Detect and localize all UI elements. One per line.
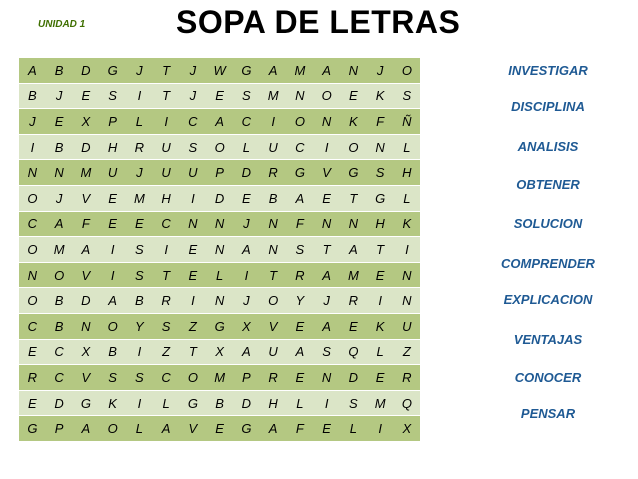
- grid-cell: X: [73, 109, 100, 135]
- grid-cell: B: [99, 339, 126, 365]
- grid-cell: M: [46, 237, 73, 263]
- grid-cell: U: [260, 339, 287, 365]
- grid-cell: N: [19, 262, 46, 288]
- grid-cell: C: [233, 109, 260, 135]
- grid-cell: V: [180, 416, 207, 442]
- grid-cell: Y: [126, 313, 153, 339]
- grid-cell: I: [126, 339, 153, 365]
- grid-cell: S: [180, 134, 207, 160]
- grid-cell: N: [19, 160, 46, 186]
- grid-cell: E: [367, 262, 394, 288]
- grid-cell: P: [46, 416, 73, 442]
- grid-cell: C: [153, 211, 180, 237]
- grid-row: [19, 288, 420, 314]
- grid-cell: O: [19, 185, 46, 211]
- grid-cell: J: [46, 83, 73, 109]
- grid-cell: E: [313, 416, 340, 442]
- grid-cell: A: [287, 185, 314, 211]
- grid-cell: O: [394, 58, 421, 84]
- grid-cell: J: [367, 58, 394, 84]
- grid-cell: A: [313, 313, 340, 339]
- grid-cell: E: [126, 211, 153, 237]
- grid-cell: U: [153, 160, 180, 186]
- grid-cell: A: [73, 416, 100, 442]
- grid-cell: E: [287, 365, 314, 391]
- grid-cell: U: [180, 160, 207, 186]
- grid-cell: R: [340, 288, 367, 314]
- grid-cell: A: [260, 58, 287, 84]
- grid-cell: N: [260, 237, 287, 263]
- word-item: EXPLICACION: [503, 292, 593, 307]
- grid-row: [19, 416, 420, 442]
- grid-cell: E: [180, 237, 207, 263]
- grid-cell: I: [367, 416, 394, 442]
- grid-cell: L: [394, 134, 421, 160]
- grid-cell: I: [367, 288, 394, 314]
- grid-cell: A: [99, 288, 126, 314]
- grid-cell: M: [206, 365, 233, 391]
- grid-cell: T: [153, 262, 180, 288]
- grid-cell: C: [180, 109, 207, 135]
- grid-cell: K: [367, 313, 394, 339]
- grid-cell: N: [73, 313, 100, 339]
- grid-cell: S: [126, 365, 153, 391]
- grid-cell: Z: [180, 313, 207, 339]
- grid-cell: E: [313, 185, 340, 211]
- word-item: OBTENER: [516, 177, 580, 192]
- grid-cell: Z: [153, 339, 180, 365]
- grid-cell: B: [206, 390, 233, 416]
- grid-cell: O: [206, 134, 233, 160]
- grid-cell: M: [260, 83, 287, 109]
- grid-cell: J: [126, 58, 153, 84]
- grid-cell: E: [340, 83, 367, 109]
- grid-cell: I: [126, 390, 153, 416]
- grid-cell: S: [340, 390, 367, 416]
- grid-cell: M: [73, 160, 100, 186]
- word-item: ANALISIS: [517, 139, 579, 154]
- grid-cell: L: [367, 339, 394, 365]
- grid-cell: A: [153, 416, 180, 442]
- grid-cell: R: [394, 365, 421, 391]
- grid-row: [19, 109, 420, 135]
- grid-cell: S: [126, 262, 153, 288]
- grid-cell: A: [233, 237, 260, 263]
- grid-cell: E: [19, 339, 46, 365]
- grid-cell: O: [287, 109, 314, 135]
- grid-cell: N: [180, 211, 207, 237]
- grid-cell: A: [19, 58, 46, 84]
- grid-cell: K: [367, 83, 394, 109]
- grid-cell: V: [73, 365, 100, 391]
- grid-cell: N: [340, 211, 367, 237]
- grid-cell: A: [73, 237, 100, 263]
- grid-cell: E: [206, 83, 233, 109]
- grid-row: [19, 365, 420, 391]
- grid-cell: O: [19, 288, 46, 314]
- grid-cell: G: [340, 160, 367, 186]
- grid-cell: V: [313, 160, 340, 186]
- grid-cell: K: [394, 211, 421, 237]
- grid-cell: J: [19, 109, 46, 135]
- grid-cell: O: [260, 288, 287, 314]
- grid-cell: J: [126, 160, 153, 186]
- grid-cell: O: [180, 365, 207, 391]
- grid-cell: C: [19, 313, 46, 339]
- grid-cell: I: [233, 262, 260, 288]
- grid-cell: L: [126, 416, 153, 442]
- grid-cell: B: [19, 83, 46, 109]
- grid-cell: B: [126, 288, 153, 314]
- grid-cell: L: [287, 390, 314, 416]
- grid-cell: S: [99, 83, 126, 109]
- grid-cell: E: [19, 390, 46, 416]
- grid-row: [19, 237, 420, 263]
- grid-cell: R: [153, 288, 180, 314]
- grid-cell: I: [313, 390, 340, 416]
- grid-cell: K: [99, 390, 126, 416]
- word-item: PENSAR: [520, 406, 576, 421]
- grid-cell: O: [99, 313, 126, 339]
- grid-cell: A: [233, 339, 260, 365]
- unit-label: UNIDAD 1: [38, 19, 86, 30]
- grid-cell: N: [206, 211, 233, 237]
- grid-cell: G: [19, 416, 46, 442]
- grid-cell: G: [99, 58, 126, 84]
- grid-cell: F: [73, 211, 100, 237]
- grid-cell: O: [340, 134, 367, 160]
- grid-cell: D: [233, 160, 260, 186]
- grid-cell: O: [313, 83, 340, 109]
- grid-cell: C: [46, 365, 73, 391]
- grid-cell: S: [313, 339, 340, 365]
- word-item: INVESTIGAR: [508, 63, 588, 78]
- grid-cell: D: [340, 365, 367, 391]
- grid-cell: L: [233, 134, 260, 160]
- grid-cell: S: [233, 83, 260, 109]
- grid-cell: B: [260, 185, 287, 211]
- grid-cell: T: [313, 237, 340, 263]
- grid-cell: M: [367, 390, 394, 416]
- grid-cell: J: [233, 288, 260, 314]
- grid-cell: G: [287, 160, 314, 186]
- grid-cell: L: [126, 109, 153, 135]
- grid-cell: E: [233, 185, 260, 211]
- grid-cell: O: [46, 262, 73, 288]
- grid-row: [19, 390, 420, 416]
- grid-cell: X: [206, 339, 233, 365]
- grid-cell: W: [206, 58, 233, 84]
- grid-cell: D: [73, 288, 100, 314]
- grid-cell: O: [19, 237, 46, 263]
- grid-cell: J: [313, 288, 340, 314]
- grid-cell: I: [126, 83, 153, 109]
- grid-cell: J: [233, 211, 260, 237]
- grid-cell: I: [313, 134, 340, 160]
- grid-cell: C: [46, 339, 73, 365]
- grid-cell: H: [394, 160, 421, 186]
- grid-row: [19, 134, 420, 160]
- grid-cell: E: [99, 185, 126, 211]
- grid-cell: F: [287, 211, 314, 237]
- grid-cell: J: [180, 83, 207, 109]
- grid-cell: K: [340, 109, 367, 135]
- grid-cell: V: [73, 262, 100, 288]
- grid-cell: E: [46, 109, 73, 135]
- grid-cell: G: [233, 416, 260, 442]
- word-item: CONOCER: [514, 370, 582, 385]
- grid-cell: M: [340, 262, 367, 288]
- grid-cell: E: [99, 211, 126, 237]
- grid-row: [19, 83, 420, 109]
- grid-cell: D: [206, 185, 233, 211]
- grid-cell: R: [260, 365, 287, 391]
- grid-row: [19, 262, 420, 288]
- grid-cell: I: [19, 134, 46, 160]
- grid-cell: A: [206, 109, 233, 135]
- grid-cell: G: [73, 390, 100, 416]
- grid-cell: P: [233, 365, 260, 391]
- grid-cell: I: [99, 262, 126, 288]
- grid-cell: E: [367, 365, 394, 391]
- grid-cell: B: [46, 313, 73, 339]
- grid-cell: H: [99, 134, 126, 160]
- grid-cell: Q: [340, 339, 367, 365]
- grid-cell: E: [287, 313, 314, 339]
- grid-cell: H: [367, 211, 394, 237]
- grid-cell: Ñ: [394, 109, 421, 135]
- grid-cell: X: [73, 339, 100, 365]
- grid-cell: S: [99, 365, 126, 391]
- grid-cell: Q: [394, 390, 421, 416]
- grid-cell: B: [46, 58, 73, 84]
- grid-cell: N: [340, 58, 367, 84]
- grid-cell: N: [206, 288, 233, 314]
- page-title: SOPA DE LETRAS: [176, 4, 461, 40]
- grid-cell: B: [46, 134, 73, 160]
- grid-cell: N: [313, 211, 340, 237]
- grid-cell: A: [313, 58, 340, 84]
- grid-cell: M: [287, 58, 314, 84]
- grid-cell: T: [367, 237, 394, 263]
- grid-cell: I: [180, 288, 207, 314]
- word-item: VENTAJAS: [513, 332, 583, 347]
- grid-cell: F: [287, 416, 314, 442]
- grid-cell: N: [394, 288, 421, 314]
- grid-cell: V: [260, 313, 287, 339]
- grid-cell: R: [19, 365, 46, 391]
- grid-cell: X: [394, 416, 421, 442]
- grid-cell: J: [46, 185, 73, 211]
- grid-cell: N: [46, 160, 73, 186]
- grid-cell: C: [287, 134, 314, 160]
- grid-cell: X: [233, 313, 260, 339]
- grid-cell: S: [394, 83, 421, 109]
- grid-cell: N: [287, 83, 314, 109]
- grid-cell: U: [153, 134, 180, 160]
- grid-cell: I: [99, 237, 126, 263]
- grid-cell: D: [46, 390, 73, 416]
- letter-grid: [19, 57, 420, 442]
- grid-cell: E: [206, 416, 233, 442]
- grid-cell: Z: [394, 339, 421, 365]
- grid-cell: C: [153, 365, 180, 391]
- grid-cell: R: [287, 262, 314, 288]
- grid-cell: G: [367, 185, 394, 211]
- grid-cell: L: [206, 262, 233, 288]
- grid-row: [19, 313, 420, 339]
- grid-cell: A: [287, 339, 314, 365]
- grid-cell: H: [153, 185, 180, 211]
- grid-cell: P: [99, 109, 126, 135]
- grid-cell: S: [153, 313, 180, 339]
- grid-row: [19, 160, 420, 186]
- grid-cell: P: [206, 160, 233, 186]
- grid-cell: B: [46, 288, 73, 314]
- grid-cell: U: [394, 313, 421, 339]
- grid-cell: A: [260, 416, 287, 442]
- grid-cell: S: [367, 160, 394, 186]
- grid-cell: I: [153, 109, 180, 135]
- grid-cell: L: [394, 185, 421, 211]
- grid-cell: N: [206, 237, 233, 263]
- word-item: DISCIPLINA: [511, 99, 585, 114]
- grid-cell: G: [180, 390, 207, 416]
- grid-cell: I: [260, 109, 287, 135]
- grid-cell: M: [126, 185, 153, 211]
- grid-cell: D: [73, 58, 100, 84]
- grid-cell: R: [260, 160, 287, 186]
- grid-cell: S: [287, 237, 314, 263]
- grid-cell: N: [394, 262, 421, 288]
- grid-cell: A: [313, 262, 340, 288]
- word-item: SOLUCION: [513, 216, 583, 231]
- grid-cell: T: [260, 262, 287, 288]
- grid-row: [19, 58, 420, 84]
- grid-row: [19, 339, 420, 365]
- grid-cell: A: [340, 237, 367, 263]
- grid-cell: H: [260, 390, 287, 416]
- grid-cell: I: [394, 237, 421, 263]
- grid-row: [19, 211, 420, 237]
- grid-cell: T: [180, 339, 207, 365]
- grid-cell: O: [99, 416, 126, 442]
- grid-cell: E: [340, 313, 367, 339]
- grid-cell: N: [313, 109, 340, 135]
- grid-cell: U: [99, 160, 126, 186]
- grid-cell: F: [367, 109, 394, 135]
- word-item: COMPRENDER: [501, 256, 595, 271]
- grid-cell: L: [153, 390, 180, 416]
- grid-cell: U: [260, 134, 287, 160]
- grid-cell: D: [73, 134, 100, 160]
- grid-cell: R: [126, 134, 153, 160]
- grid-cell: I: [153, 237, 180, 263]
- grid-cell: J: [180, 58, 207, 84]
- grid-cell: E: [73, 83, 100, 109]
- grid-cell: T: [153, 83, 180, 109]
- grid-cell: S: [126, 237, 153, 263]
- grid-cell: N: [313, 365, 340, 391]
- grid-cell: E: [180, 262, 207, 288]
- grid-cell: T: [340, 185, 367, 211]
- grid-cell: V: [73, 185, 100, 211]
- grid-cell: A: [46, 211, 73, 237]
- grid-cell: T: [153, 58, 180, 84]
- grid-cell: L: [340, 416, 367, 442]
- grid-cell: D: [233, 390, 260, 416]
- grid-cell: G: [233, 58, 260, 84]
- grid-cell: Y: [287, 288, 314, 314]
- grid-row: [19, 185, 420, 211]
- grid-cell: G: [206, 313, 233, 339]
- grid-cell: N: [367, 134, 394, 160]
- grid-cell: I: [180, 185, 207, 211]
- grid-cell: C: [19, 211, 46, 237]
- grid-cell: N: [260, 211, 287, 237]
